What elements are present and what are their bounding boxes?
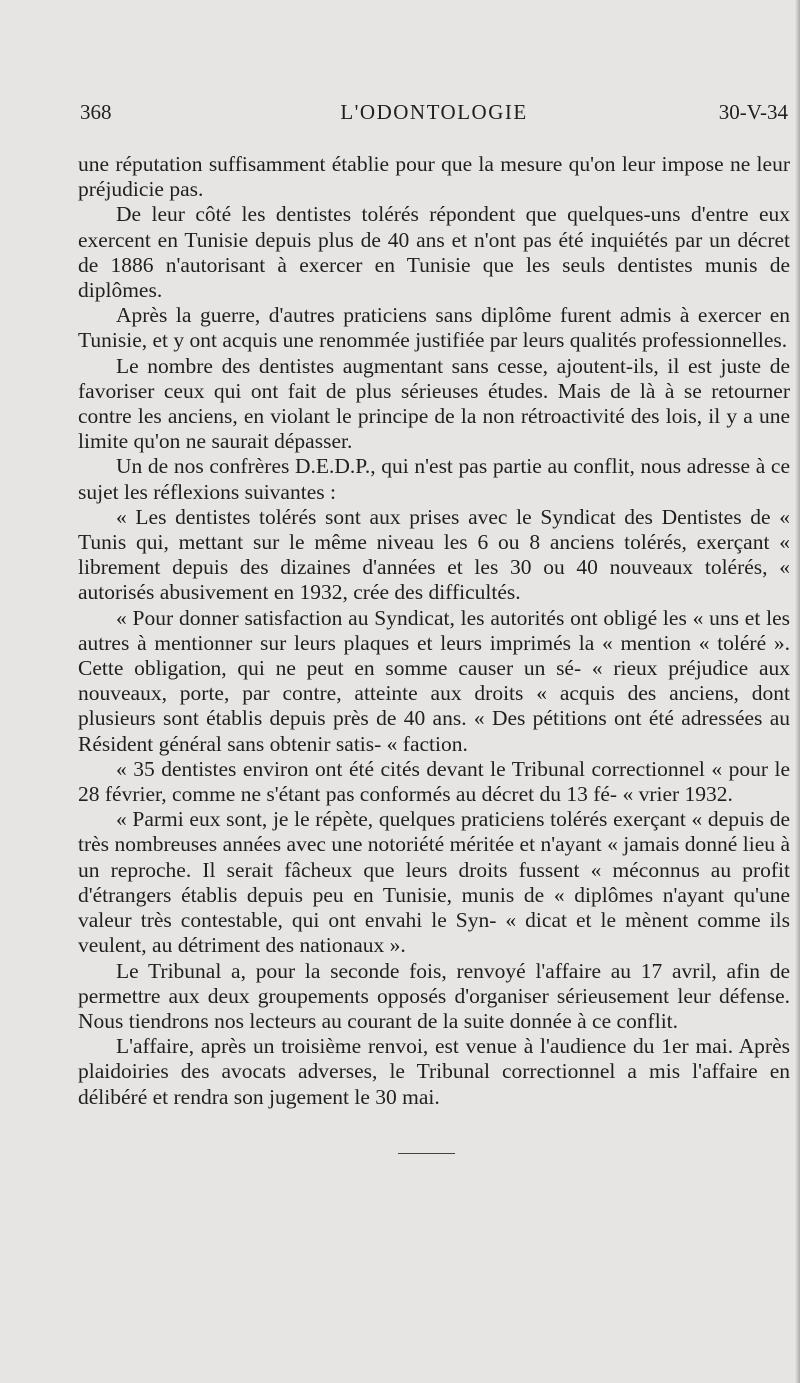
paragraph-number-of-dentists: Le nombre des dentistes augmentant sans cesse, ajoutent-ils, il est juste de favoriser ceux qui ont fait de plus sérieuses études. Mais de là à se retourner contre les anciens, en violant le principe de la non rétroactivité des lois, il y a une limite qu'on ne saurait dépasser. [78, 353, 790, 454]
paragraph-continuation: une réputation suffisamment établie pour que la mesure qu'on leur impose ne leur préjudicie pas. [78, 152, 790, 202]
paragraph-tribunal: Le Tribunal a, pour la seconde fois, renvoyé l'affaire au 17 avril, afin de permettre aux deux groupements opposés d'organiser sérieusement leur défense. Nous tiendrons nos lecteurs au courant de la suite donnée à ce conflit. [78, 958, 790, 1033]
quote-paragraph-cited-dentists: « 35 dentistes environ ont été cités devant le Tribunal correctionnel « pour le 28 février, comme ne s'étant pas conformés au décret du 13 fé- « vrier 1932. [78, 756, 790, 807]
running-header [80, 100, 788, 130]
page-number: 368 [80, 100, 112, 124]
quote-paragraph-practitioners: « Parmi eux sont, je le répète, quelques praticiens tolérés exerçant « depuis de très nombreuses années avec une notoriété méritée et n'ayant « jamais donné lieu à un reproche. Il serait fâcheux que leurs droits fussent « méconnus au profit d'étrangers établis depuis peu en Tunisie, munis de « diplômes n'ayant qu'une valeur très contestable, qui ont envahi le Syn- « dicat et le mènent comme ils veulent, au détriment des nationaux ». [78, 807, 790, 958]
article-body [78, 152, 790, 1110]
paragraph-colleague-intro: Un de nos confrères D.E.D.P., qui n'est pas partie au conflit, nous adresse à ce sujet les réflexions suivantes : [78, 454, 790, 504]
quote-paragraph-satisfaction: « Pour donner satisfaction au Syndicat, les autorités ont obligé les « uns et les autres à mentionner sur leurs plaques et leurs imprimés la « mention « toléré ». Cette obligation, qui ne peut en somme causer un sé- « rieux préjudice aux nouveaux, porte, par contre, atteinte aux droits « acquis des anciens, dont plusieurs sont établis depuis près de 40 ans. « Des pétitions ont été adressées au Résident général sans obtenir satis- « faction. [78, 605, 790, 756]
journal-title: L'ODONTOLOGIE [340, 100, 528, 124]
paragraph-hearing: L'affaire, après un troisième renvoi, est venue à l'audience du 1er mai. Après plaidoiries des avocats adverses, le Tribunal correctionnel a mis l'affaire en délibéré et rendra son jugement le 30 mai. [78, 1034, 790, 1109]
paragraph-tolerated-response: De leur côté les dentistes tolérés répondent que quelques-uns d'entre eux exercent en Tunisie depuis plus de 40 ans et n'ont pas été inquiétés par un décret de 1886 n'autorisant à exercer en Tunisie que les seuls dentistes munis de diplômes. [78, 202, 790, 303]
page-edge-shadow [795, 0, 800, 1383]
quote-paragraph-syndicate: « Les dentistes tolérés sont aux prises avec le Syndicat des Dentistes de « Tunis qui, mettant sur le même niveau les 6 ou 8 anciens tolérés, exerçant « librement depuis des dizaines d'années et les 30 ou 40 nouveaux tolérés, « autorisés abusivement en 1932, crée des difficultés. [78, 504, 790, 605]
section-divider [398, 1153, 455, 1154]
paragraph-after-war: Après la guerre, d'autres praticiens sans diplôme furent admis à exercer en Tunisie, et y ont acquis une renommée justifiée par leurs qualités professionnelles. [78, 303, 790, 353]
issue-date: 30-V-34 [718, 100, 788, 124]
